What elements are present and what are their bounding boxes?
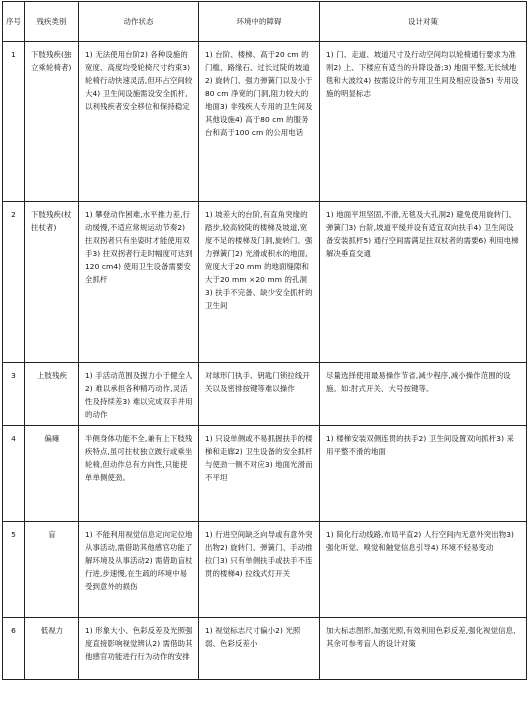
row-num: 6 <box>3 618 25 680</box>
table-row <box>3 618 527 680</box>
table-row <box>3 363 527 426</box>
table-row <box>3 426 527 522</box>
row-type: 下肢残疾(独立乘轮椅者) <box>25 42 79 202</box>
disability-design-table <box>2 1 527 680</box>
header-type: 残疾类别 <box>25 2 79 42</box>
row-type: 低视力 <box>25 618 79 680</box>
row-num: 4 <box>3 426 25 522</box>
row-motion: 1) 不能利用视觉信息定向定位地从事活动,需借助其他感官功能了解环境及从事活动2) 需借助盲杖行进,步速慢,在生疏的环境中易受到意外的损伤 <box>79 522 199 618</box>
table-row <box>3 202 527 363</box>
row-motion: 1) 形象大小、色彩反差及光照强度直接影响视觉辨认2) 需借助其他感官功能进行行为动作的安排 <box>79 618 199 680</box>
row-env: 1) 坡差大的台阶,有直角突缘的踏步,较高较陡的楼梯及坡道,宽度不足的楼梯及门洞,旋转门、强力弹簧门2) 光滑或积水的地面,宽度大于20 mm 的地面缝隙和大于20 mm ×20 mm 的孔洞3) 扶手不完备、缺少安全抓杆的卫生间 <box>199 202 320 363</box>
row-type: 盲 <box>25 522 79 618</box>
row-env: 1) 台阶、楼梯、高于20 cm 的门槛、路缘石、过长过陡的坡道2) 旋转门、强力弹簧门以及小于80 cm 净宽的门洞,阻力较大的地面3) 非残疾人专用的卫生间及其他设施4) 高于80 cm 的服务台和高于100 cm 的公用电话 <box>199 42 320 202</box>
row-motion: 1) 无法使用台阶2) 各种设施的宽度、高度均受轮椅尺寸约束3) 轮椅行动快速灵活,但环占空间较大4) 卫生间设施需设安全抓杆,以利残疾者安全移位和保持稳定 <box>79 42 199 202</box>
row-env: 1) 行进空间缺乏向导或有意外突出物2) 旋转门、弹簧门、手动推拉门3) 只有单侧扶手或扶手不连贯的楼梯4) 拉线式灯开关 <box>199 522 320 618</box>
row-num: 1 <box>3 42 25 202</box>
row-type: 下肢残疾(杖拄杖者) <box>25 202 79 363</box>
row-num: 5 <box>3 522 25 618</box>
header-design: 设计对策 <box>320 2 527 42</box>
table-row <box>3 42 527 202</box>
header-env: 环境中的障碍 <box>199 2 320 42</box>
header-num: 序号 <box>3 2 25 42</box>
row-num: 2 <box>3 202 25 363</box>
row-design: 1) 地面平坦坚固,不滑,无毯及大孔洞2) 避免使用旋转门、弹簧门3) 台阶,坡道平缓并设有适宜双向扶手4) 卫生间设备安装抓杆5) 通行空间需满足拄双杖者的需要6) 利用电梯解决垂直交通 <box>320 202 527 363</box>
row-env: 1) 视觉标志尺寸偏小2) 光照弱、色彩反差小 <box>199 618 320 680</box>
row-motion: 1) 手活动范围及握力小于健全人2) 难以承担各种精巧动作,灵活性及持续差3) 难以完成双手并用的动作 <box>79 363 199 426</box>
row-design: 尽量选择使用最易操作节省,减少程序,减小操作范围的设施。如:肘式开关、大号按键等。 <box>320 363 527 426</box>
row-motion: 半侧身体功能不全,兼有上下肢残疾特点,虽可拄杖独立跛行或乘坐轮椅,但动作总有方向性,只能使单单侧使劲。 <box>79 426 199 522</box>
row-type: 偏瘫 <box>25 426 79 522</box>
header-motion: 动作状态 <box>79 2 199 42</box>
row-design: 1) 门、走道、坡道尺寸及行动空间均以轮椅通行要求为准则2) 上、下楼应有适当的升降设备;3) 地面平整,无长绒地毯和大波纹4) 按需设计的专用卫生间及相应设备5) 专用设施的明显标志 <box>320 42 527 202</box>
row-design: 1) 楼梯安装双侧连贯的扶手2) 卫生间设置双向抓杆3) 采用平整不滑的地面 <box>320 426 527 522</box>
table-row <box>3 522 527 618</box>
row-num: 3 <box>3 363 25 426</box>
row-type: 上肢残疾 <box>25 363 79 426</box>
row-motion: 1) 攀登动作困难,水平推力差,行动缓慢,不适应常规运动节奏2) 拄双拐者只有坐姿时才能使用双手3) 拄双拐者行走时幅度可达到120 cm4) 使用卫生设备需要安全抓杆 <box>79 202 199 363</box>
row-design: 加大标志图形,加强光照,有效利用色彩反差,强化视觉信息,其余可参考盲人的设计对策 <box>320 618 527 680</box>
row-design: 1) 简化行动线路,布局平直2) 人行空间内无意外突出物3) 强化听觉、嗅觉和触觉信息引导4) 环境不轻易变动 <box>320 522 527 618</box>
row-env: 1) 只设单侧或不易抓握扶手的楼梯和走廊2) 卫生设备的安全抓杆与使劲一侧不对应3) 地面光滑而不平坦 <box>199 426 320 522</box>
row-env: 对球形门执手、钥匙门锁拉线开关以及密排按键等难以操作 <box>199 363 320 426</box>
header-row <box>3 2 527 42</box>
